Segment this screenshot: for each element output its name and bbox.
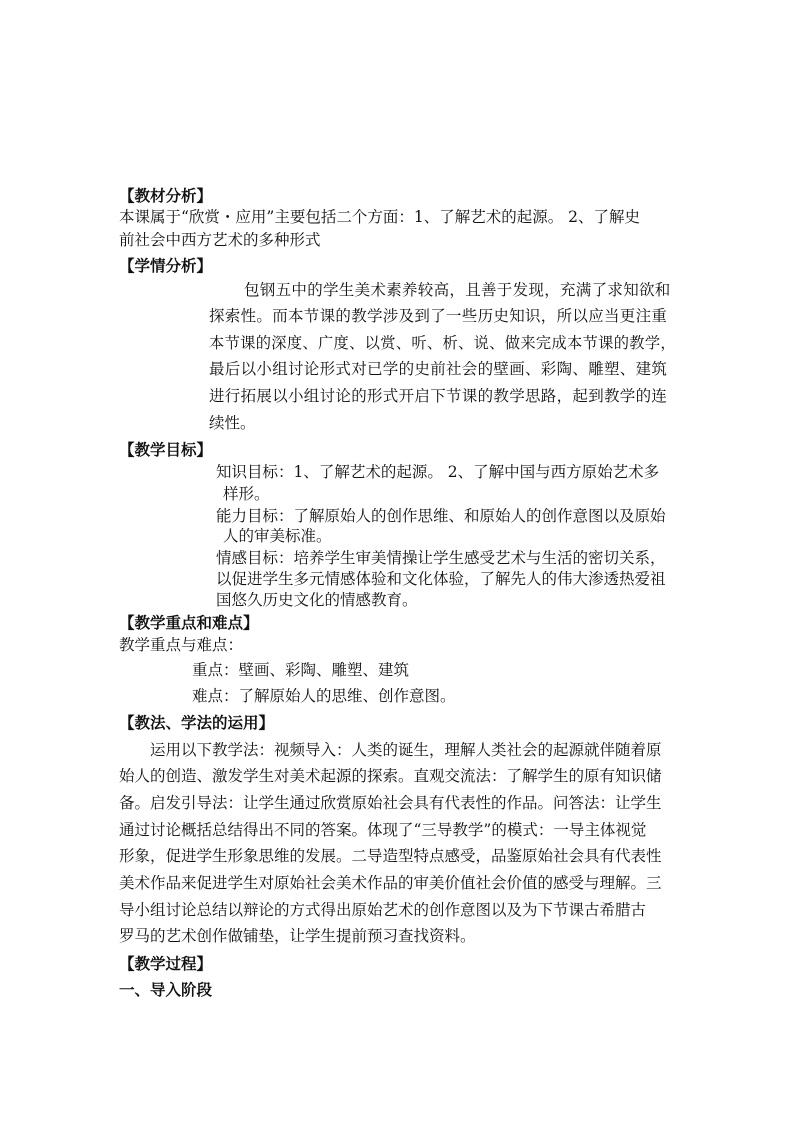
methods-line-2: 始人的创造、激发学生对美术起源的探索。直观交流法：了解学生的原有知识储 xyxy=(119,767,662,785)
goal-emotion-line-1: 情感目标：培养学生审美情操让学生感受艺术与生活的密切关系， xyxy=(216,549,666,567)
students-line-4: 最后以小组讨论形式对已学的史前社会的壁画、彩陶、雕塑、建筑 xyxy=(209,360,668,378)
heading-methods: 【教法、学法的运用】 xyxy=(119,714,275,732)
methods-line-8: 罗马的艺术创作做铺垫，让学生提前预习查找资料。 xyxy=(119,927,476,945)
keypoints-intro: 教学重点与难点： xyxy=(119,636,244,654)
students-line-3: 本节课的深度、广度、以赏、听、析、说、做来完成本节课的教学， xyxy=(209,334,676,352)
methods-line-3: 备。启发引导法：让学生通过欣赏原始社会具有代表性的作品。问答法：让学生 xyxy=(119,794,662,812)
heading-textbook-analysis: 【教材分析】 xyxy=(119,187,213,205)
methods-line-4: 通过讨论概括总结得出不同的答案。体现了“三导教学”的模式：一导主体视觉 xyxy=(119,821,647,839)
methods-line-6: 美术作品来促进学生对原始社会美术作品的审美价值社会价值的感受与理解。三 xyxy=(119,874,662,892)
heading-teaching-goals: 【教学目标】 xyxy=(119,441,213,459)
goal-knowledge-line-1: 知识目标：1、了解艺术的起源。 2、了解中国与西方原始艺术多 xyxy=(216,463,660,481)
students-line-2: 探索性。而本节课的教学涉及到了一些历史知识，所以应当更注重 xyxy=(209,307,668,325)
methods-line-1: 运用以下教学法：视频导入：人类的诞生，理解人类社会的起源就伴随着原 xyxy=(150,741,662,759)
keypoints-focus: 重点：壁画、彩陶、雕塑、建筑 xyxy=(192,661,410,679)
methods-line-7: 导小组讨论总结以辩论的方式得出原始艺术的创作意图以及为下节课古希腊古 xyxy=(119,901,647,919)
students-line-1: 包钢五中的学生美术素养较高，且善于发现，充满了求知欲和 xyxy=(244,281,671,299)
textbook-line-1: 本课属于“欣赏・应用”主要包括二个方面：1、了解艺术的起源。 2、了解史 xyxy=(119,208,641,226)
heading-teaching-process: 【教学过程】 xyxy=(119,955,213,973)
goal-ability-line-1: 能力目标：了解原始人的创作思维、和原始人的创作意图以及原始 xyxy=(216,507,666,525)
process-stage-1: 一、导入阶段 xyxy=(119,981,213,999)
goal-ability-line-2: 人的审美标准。 xyxy=(223,527,332,545)
heading-key-points: 【教学重点和难点】 xyxy=(119,614,259,632)
goal-knowledge-line-2: 样形。 xyxy=(223,485,270,503)
heading-student-analysis: 【学情分析】 xyxy=(119,257,213,275)
students-line-5: 进行拓展以小组讨论的形式开启下节课的教学思路，起到教学的连 xyxy=(209,387,668,405)
textbook-line-2: 前社会中西方艺术的多种形式 xyxy=(119,231,321,249)
students-line-6: 续性。 xyxy=(209,414,256,432)
goal-emotion-line-2: 以促进学生多元情感体验和文化体验，了解先人的伟大渗透热爱祖 xyxy=(216,570,666,588)
methods-line-5: 形象，促进学生形象思维的发展。二导造型特点感受，品鉴原始社会具有代表性 xyxy=(119,847,662,865)
keypoints-difficulty: 难点：了解原始人的思维、创作意图。 xyxy=(192,687,456,705)
goal-emotion-line-3: 国悠久历史文化的情感教育。 xyxy=(216,591,418,609)
